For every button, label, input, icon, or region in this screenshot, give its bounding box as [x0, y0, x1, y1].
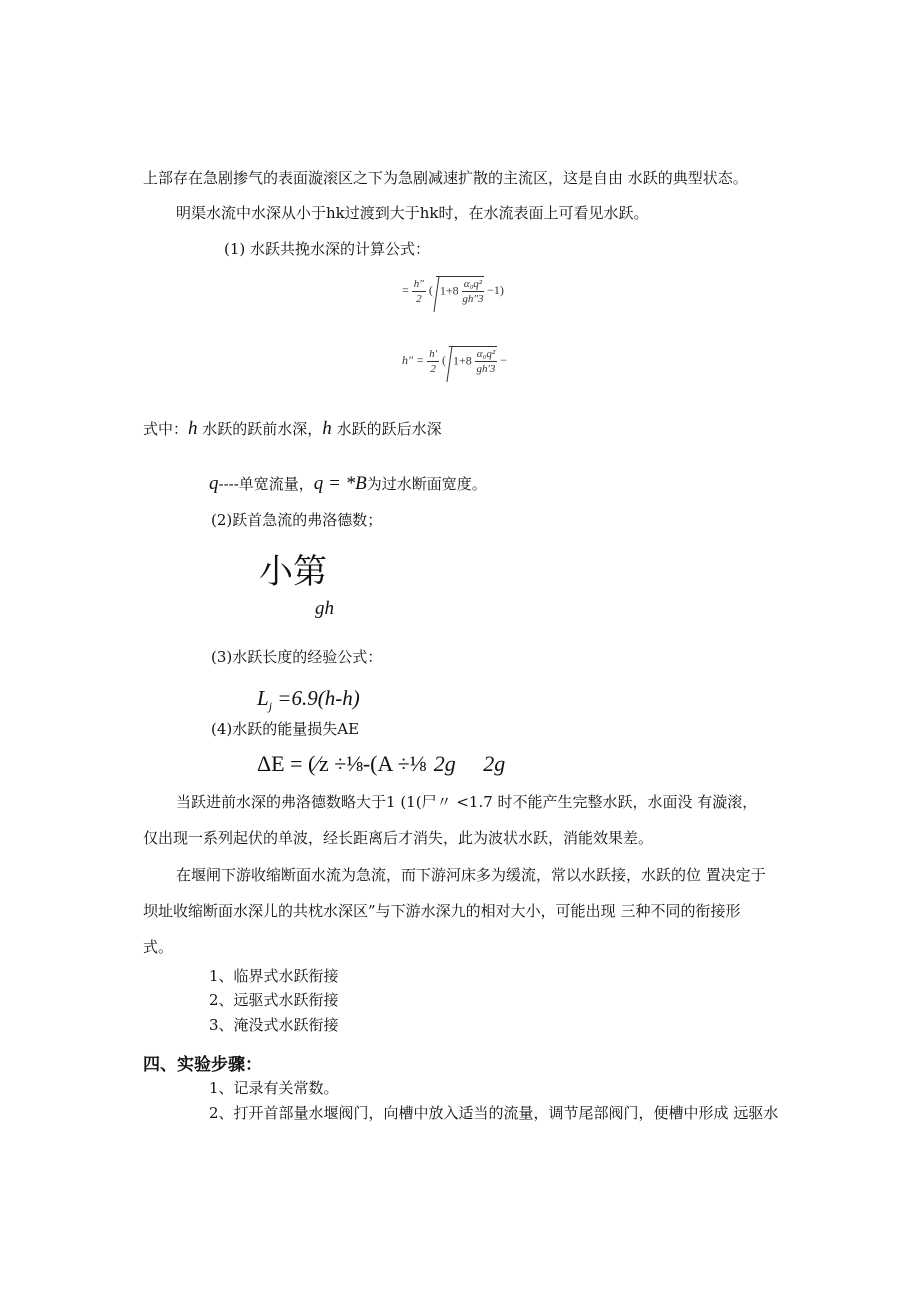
froude-formula: 小第: [259, 552, 327, 592]
paragraph-hk: 明渠水流中水深从小于hk过渡到大于hk时，在水流表面上可看见水跃。: [176, 204, 649, 222]
step-item: 2、打开首部量水堰阀门，向槽中放入适当的流量，调节尾部阀门，便槽中形成 远驱水: [209, 1104, 779, 1122]
energy-loss-formula: ΔE = (⁄z ÷⅛-(A ÷⅛ 2g 2g: [257, 751, 506, 776]
paragraph-gate-2: 坝址收缩断面水深儿的共枕水深区”与下游水深九的相对大小，可能出现 三种不同的衔接形: [143, 902, 741, 920]
formula1-h-fraction: $\frac{h"}{2}$: [413, 277, 424, 305]
section-heading-steps: 四、实验步骤：: [143, 1055, 262, 1075]
section-4-title: (4)水跃的能量损失AE: [211, 720, 360, 738]
section-1-title: (1) 水跃共挽水深的计算公式：: [224, 240, 431, 258]
formula1-prefix: =: [402, 282, 409, 297]
unit-flow-definition: q----单宽流量，q = *B为过水断面宽度。: [209, 473, 487, 494]
section-2-title: (2)跃首急流的弗洛德数；: [211, 511, 383, 529]
conjugate-depth-formula-2: h" = $\frac{h'}{2}$ ( 1+8 $\frac{\text{α₀q²}}{gh'3}$ −: [402, 347, 507, 375]
list-item: 2、远驱式水跃衔接: [209, 991, 339, 1009]
variable-definition: 式中：h 水跃的跃前水深，h 水跃的跃后水深: [143, 418, 442, 439]
paragraph-intro: 上部存在急剧掺气的表面漩滚区之下为急剧减速扩散的主流区，这是自由 水跃的典型状态。: [143, 169, 748, 187]
formula2-prefix: h" =: [402, 352, 425, 367]
list-item: 1、临界式水跃衔接: [209, 967, 339, 985]
formula1-sqrt: 1+8 $\frac{\text{α₀q²}}{gh"3}$: [436, 276, 484, 306]
paragraph-wave-jump-2: 仅出现一系列起伏的单波，经长距离后才消失，此为波状水跃，消能效果差。: [143, 829, 654, 847]
paragraph-wave-jump-1: 当跃进前水深的弗洛德数略大于1 (1(尸〃 <1.7 时不能产生完整水跃，水面没 有漩滚，: [176, 793, 758, 811]
formula2-sqrt: 1+8 $\frac{\text{α₀q²}}{gh'3}$: [449, 346, 497, 376]
formula2-h-fraction: $\frac{h'}{2}$: [429, 347, 437, 375]
list-item: 3、淹没式水跃衔接: [209, 1016, 339, 1034]
froude-denominator: gh: [315, 598, 334, 619]
jump-length-formula: $L_j =6.9(h-h)$: [257, 686, 360, 714]
step-item: 1、记录有关常数。: [209, 1079, 339, 1097]
paragraph-gate-3: 式。: [143, 938, 174, 956]
conjugate-depth-formula-1: = $\frac{h"}{2}$ ( 1+8 $\frac{\text{α₀q²}}{gh"3}$ −1): [402, 277, 504, 305]
section-3-title: (3)水跃长度的经验公式：: [211, 648, 383, 666]
paragraph-gate-1: 在堰闸下游收缩断面水流为急流，而下游河床多为缓流，常以水跃接，水跃的位 置决定于: [176, 866, 766, 884]
